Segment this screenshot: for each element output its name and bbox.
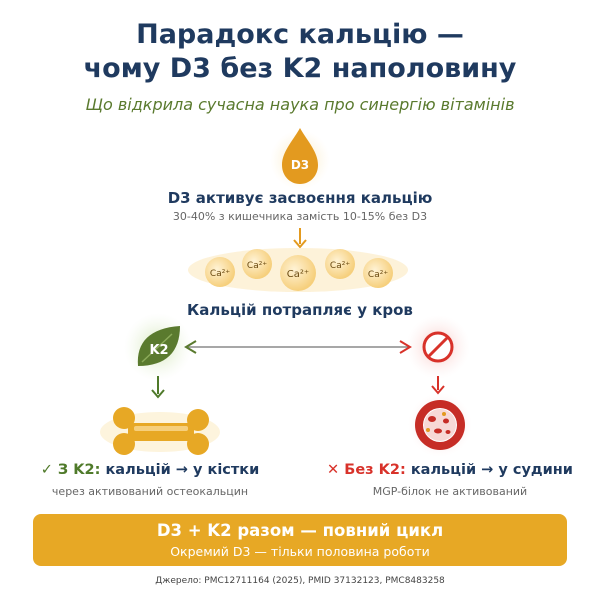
right-branch-detail: MGP-білок не активований [372,485,528,498]
source-citation: Джерело: PMC12711164 (2025), PMID 37132123, PMC8483258 [155,576,445,586]
droplet-icon [270,128,330,190]
droplet-label: D3 [290,158,310,172]
arrow-left-right [186,341,410,353]
page-title-line2: чому D3 без K2 наполовину [83,53,517,84]
d3-detail: 30-40% з кишечника замість 10-15% без D3 [172,210,428,223]
banner-detail: Окремий D3 — тільки половина роботи [170,544,430,559]
calcium-ion [363,258,393,288]
right-branch-rest: кальцій → у судини [410,462,573,478]
blood-vessel-icon [408,393,472,457]
left-branch-rest: кальцій → у кістки [105,462,260,478]
right-branch-heading [300,462,600,478]
summary-banner [33,514,567,566]
svg-text:Ca²⁺: Ca²⁺ [209,269,231,279]
calcium-ion [325,249,355,279]
leaf-icon [124,313,192,381]
calcium-ions [188,248,408,292]
prohibited-icon [406,315,470,379]
left-branch-prefix: З K2: [57,462,101,478]
calcium-ion [205,257,235,287]
calcium-heading: Кальцій потрапляє у кров [187,301,413,319]
svg-text:Ca²⁺: Ca²⁺ [246,261,268,271]
banner-heading: D3 + K2 разом — повний цикл [156,521,444,540]
calcium-ion [242,249,272,279]
calcium-ion [280,255,316,291]
left-branch-detail: через активований остеокальцин [51,485,249,498]
arrow-down-d3 [294,228,306,247]
right-branch-prefix: Без K2: [344,462,406,478]
leaf-label: K2 [149,343,169,358]
bone-icon [100,407,220,455]
left-branch-heading [0,462,300,478]
check-icon: ✓ [40,462,53,478]
svg-text:Ca²⁺: Ca²⁺ [367,270,389,280]
svg-text:Ca²⁺: Ca²⁺ [329,261,351,271]
svg-text:Ca²⁺: Ca²⁺ [286,269,310,280]
page-title-line1: Парадокс кальцію — [136,19,464,50]
page-subtitle: Що відкрила сучасна наука про синергію вітамінів [85,95,515,114]
d3-heading: D3 активує засвоєння кальцію [167,189,433,207]
cross-icon: ✕ [327,462,340,478]
